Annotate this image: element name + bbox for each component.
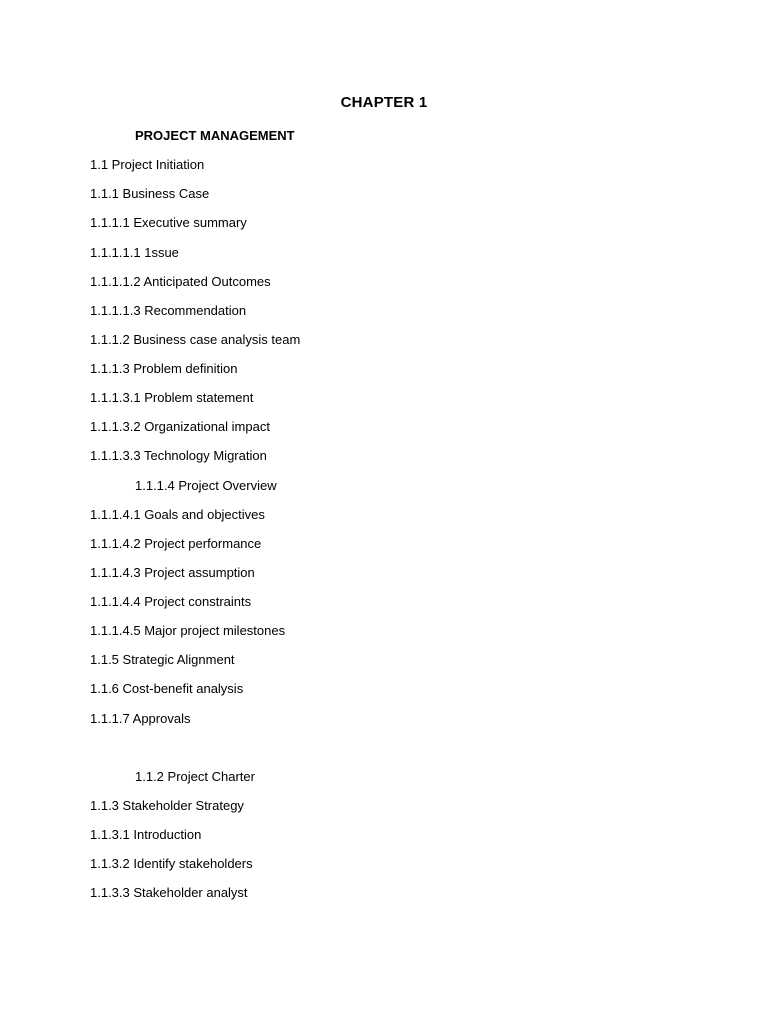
- toc-line: 1.1.1.7 Approvals: [90, 711, 191, 726]
- toc-line: 1.1.3.2 Identify stakeholders: [90, 856, 253, 871]
- toc-line: 1.1.3.1 Introduction: [90, 827, 202, 842]
- toc-line: 1.1.1.3.1 Problem statement: [90, 390, 254, 405]
- chapter-title: CHAPTER 1: [340, 94, 428, 111]
- toc-line: 1.1.1.3 Problem definition: [90, 361, 238, 376]
- toc-line: 1.1.1.4.3 Project assumption: [90, 565, 255, 580]
- toc-subheading: 1.1.2 Project Charter: [135, 769, 255, 784]
- toc-line: 1.1 Project Initiation: [90, 157, 205, 172]
- toc-line: 1.1.6 Cost-benefit analysis: [90, 681, 244, 696]
- toc-line: 1.1.1.4.1 Goals and objectives: [90, 507, 265, 522]
- toc-line: 1.1.5 Strategic Alignment: [90, 652, 235, 667]
- toc-line: 1.1.1.1.1 1ssue: [90, 245, 179, 260]
- toc-line: 1.1.1.4.5 Major project milestones: [90, 623, 286, 638]
- toc-line: 1.1.1 Business Case: [90, 186, 210, 201]
- toc-subheading: 1.1.1.4 Project Overview: [135, 478, 277, 493]
- toc-line: 1.1.1.1 Executive summary: [90, 215, 247, 230]
- section-heading: PROJECT MANAGEMENT: [135, 128, 295, 143]
- toc-line: 1.1.1.3.2 Organizational impact: [90, 419, 270, 434]
- toc-line: 1.1.3.3 Stakeholder analyst: [90, 885, 248, 900]
- toc-line: 1.1.1.4.4 Project constraints: [90, 594, 252, 609]
- toc-line: 1.1.1.2 Business case analysis team: [90, 332, 301, 347]
- toc-line: 1.1.1.1.3 Recommendation: [90, 303, 247, 318]
- toc-line: 1.1.1.3.3 Technology Migration: [90, 448, 267, 463]
- toc-line: 1.1.3 Stakeholder Strategy: [90, 798, 244, 813]
- toc-line: 1.1.1.1.2 Anticipated Outcomes: [90, 274, 271, 289]
- toc-line: 1.1.1.4.2 Project performance: [90, 536, 262, 551]
